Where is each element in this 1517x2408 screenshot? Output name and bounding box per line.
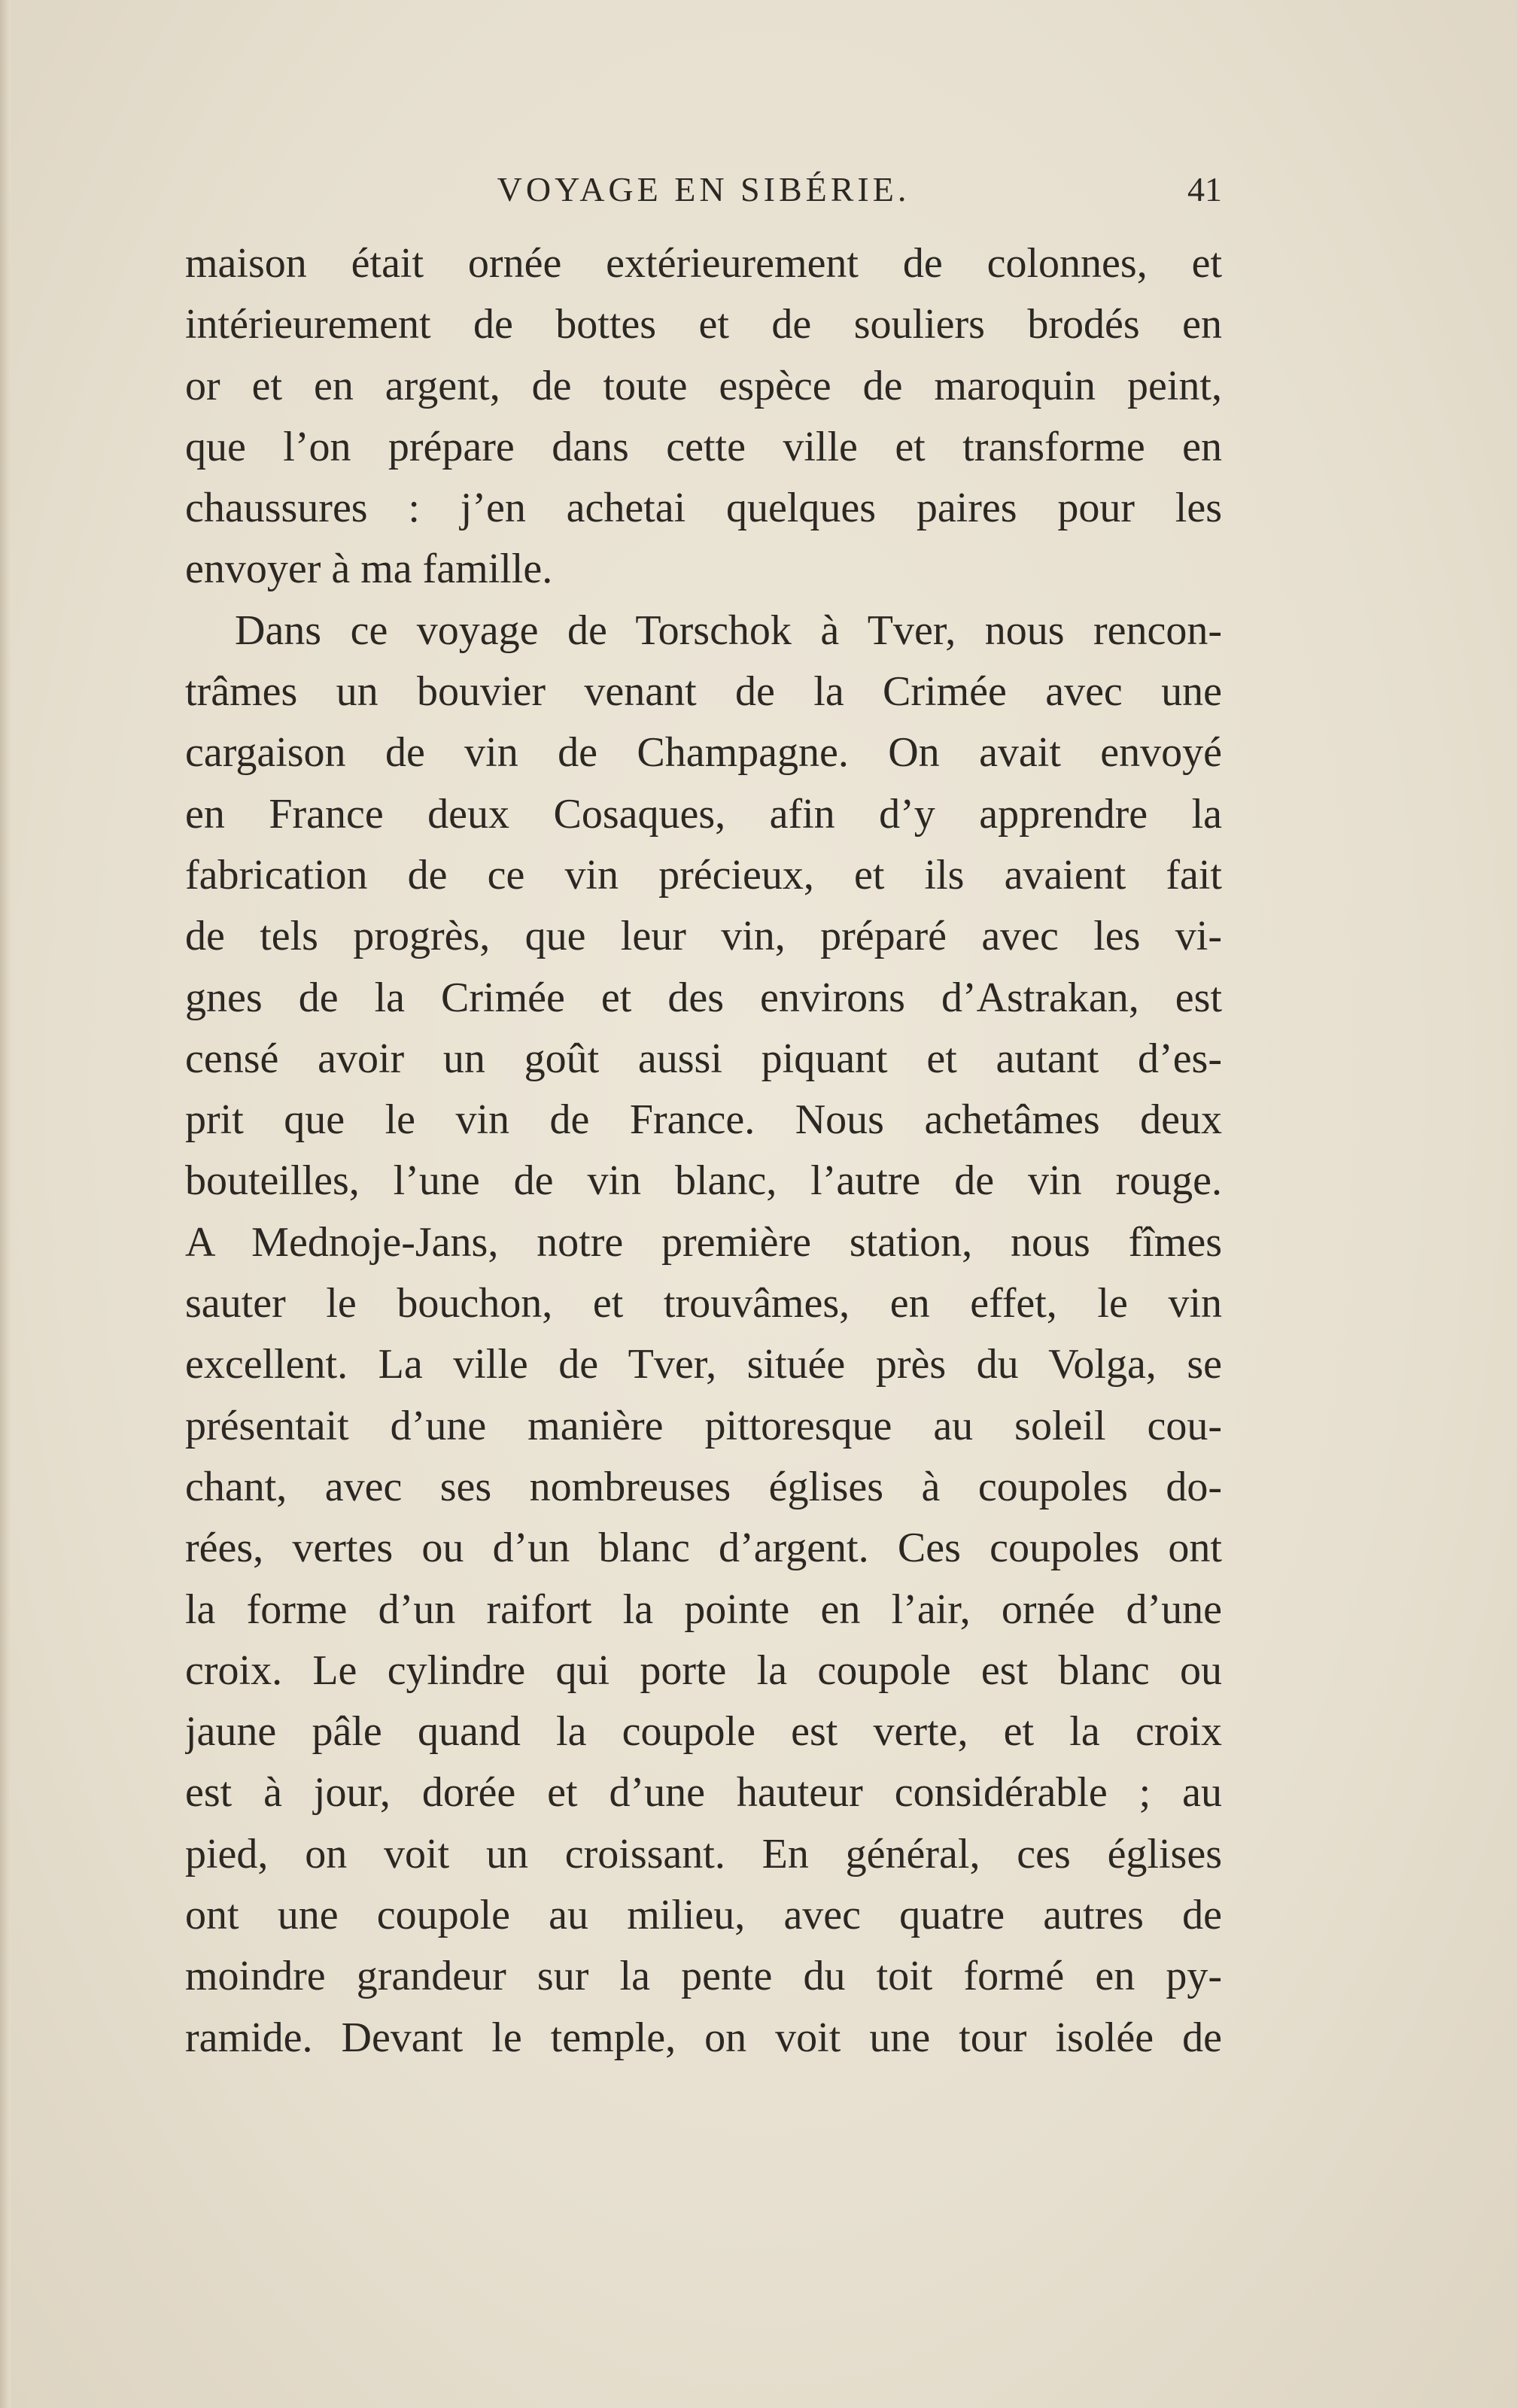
text-line: excellent. La ville de Tver, située près du Volga, se [185,1341,1222,1388]
text-line: pied, on voit un croissant. En général, ces églises [185,1830,1222,1877]
text-line: en France deux Cosaques, afin d’y apprendre la [185,790,1222,838]
text-line: croix. Le cylindre qui porte la coupole est blanc ou [185,1646,1222,1694]
text-line: prit que le vin de France. Nous achetâmes deux [185,1096,1222,1144]
page-number: 41 [1187,170,1222,208]
running-title: VOYAGE EN SIBÉRIE. [497,170,911,208]
text-line: trâmes un bouvier venant de la Crimée avec une [185,668,1222,716]
text-line: rées, vertes ou d’un blanc d’argent. Ces coupoles ont [185,1525,1222,1572]
text-line: chaussures : j’en achetai quelques paires pour les [185,485,1222,532]
text-line: présentait d’une manière pittoresque au soleil cou- [185,1402,1222,1449]
text-line: cargaison de vin de Champagne. On avait envoyé [185,729,1222,777]
page-binding-edge [0,0,11,2408]
text-line: la forme d’un raifort la pointe en l’air, ornée d’une [185,1586,1222,1633]
text-line: gnes de la Crimée et des environs d’Astrakan, est [185,974,1222,1021]
text-line: chant, avec ses nombreuses églises à coupoles do- [185,1463,1222,1510]
text-line: ramide. Devant le temple, on voit une tour isolée de [185,2014,1222,2061]
text-line: que l’on prépare dans cette ville et transforme en [185,423,1222,470]
text-line: Dans ce voyage de Torschok à Tver, nous rencon- [235,607,1222,654]
text-line: sauter le bouchon, et trouvâmes, en effet, le vin [185,1280,1222,1327]
text-line: A Mednoje-Jans, notre première station, nous fîmes [185,1218,1222,1266]
text-line: de tels progrès, que leur vin, préparé avec les vi- [185,913,1222,960]
text-line: bouteilles, l’une de vin blanc, l’autre de vin rouge. [185,1157,1222,1205]
text-line: moindre grandeur sur la pente du toit formé en py- [185,1953,1222,2000]
text-line: fabrication de ce vin précieux, et ils avaient fait [185,851,1222,898]
text-line: ont une coupole au milieu, avec quatre autres de [185,1892,1222,1939]
body-text [185,233,1222,2069]
text-line: censé avoir un goût aussi piquant et autant d’es- [185,1035,1222,1082]
text-line: envoyer à ma famille. [185,546,553,593]
text-line: intérieurement de bottes et de souliers brodés en [185,301,1222,348]
text-line: maison était ornée extérieurement de colonnes, et [185,240,1222,287]
text-line: jaune pâle quand la coupole est verte, et la croix [185,1708,1222,1756]
text-line: est à jour, dorée et d’une hauteur considérable ; au [185,1769,1222,1817]
page-header [185,167,1222,220]
text-line: or et en argent, de toute espèce de maroquin peint, [185,362,1222,409]
